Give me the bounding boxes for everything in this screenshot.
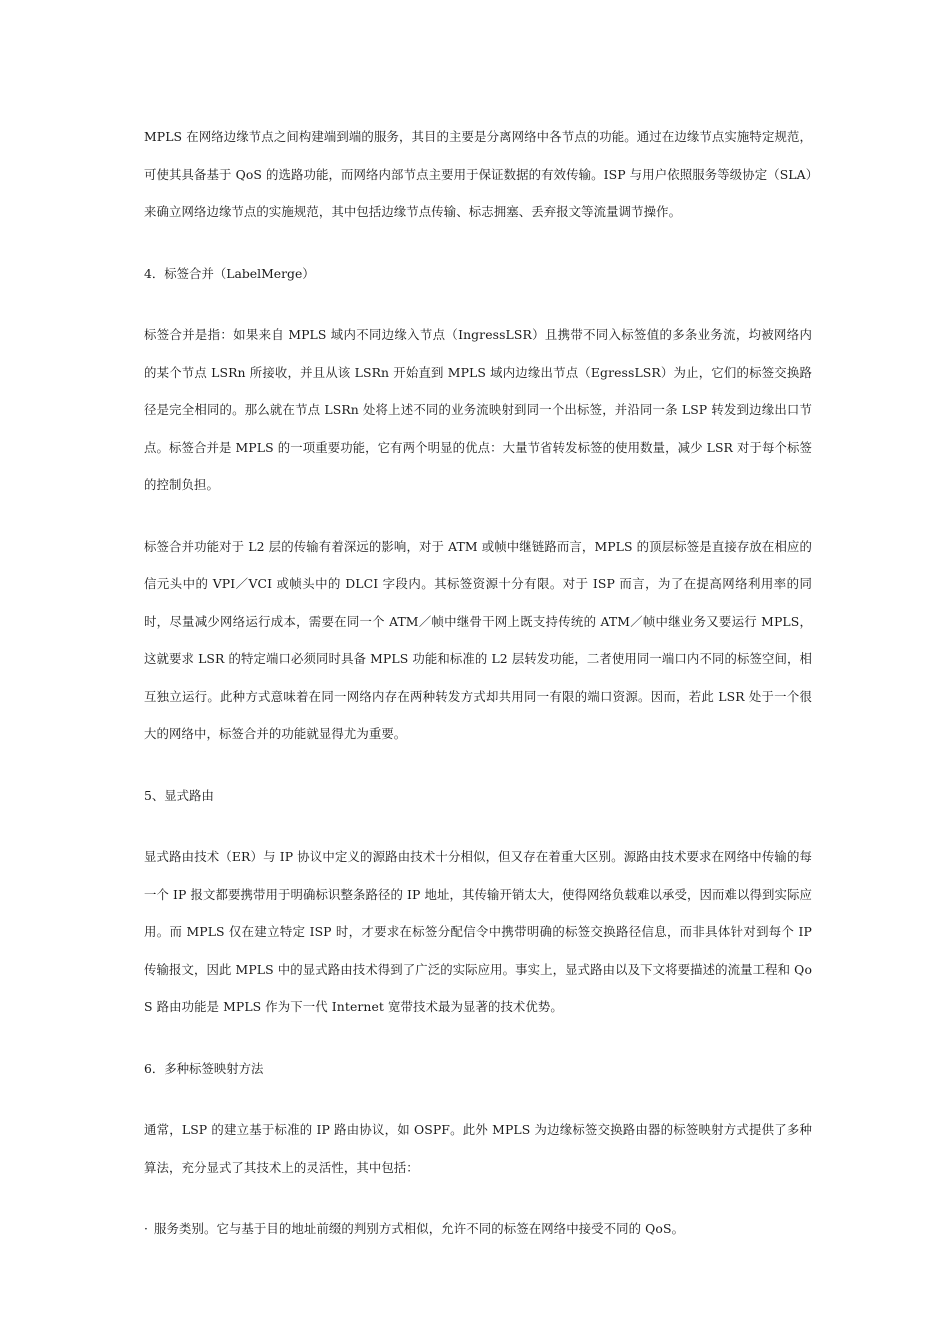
paragraph-label-merge-l2: 标签合并功能对于 L2 层的传输有着深远的影响，对于 ATM 或帧中继链路而言，MPLS 的顶层标签是直接存放在相应的信元头中的 VPI／VCI 或帧头中的 DLCI 字段内。其标签资源十分有限。对于 ISP 而言，为了在提高网络利用率的同时，尽量减少网络运行成本，需要在同一个 ATM／帧中继骨干网上既支持传统的 ATM／帧中继业务又要运行 MPLS，这就要求 LSR 的特定端口必须同时具备 MPLS 功能和标准的 L2 层转发功能，二者使用同一端口内不同的标签空间，相互独立运行。此种方式意味着在同一网络内存在两种转发方式却共用同一有限的端口资源。因而，若此 LSR 处于一个很大的网络中，标签合并的功能就显得尤为重要。 — [144, 538, 812, 741]
paragraph-label-merge-definition: 标签合并是指：如果来自 MPLS 域内不同边缘入节点（IngressLSR）且携带不同入标签值的多条业务流，均被网络内的某个节点 LSRn 所接收，并且从该 LSRn 开始直到 MPLS 域内边缘出节点（EgressLSR）为止，它们的标签交换路径是完全相同的。那么就在节点 LSRn 处将上述不同的业务流映射到同一个出标签，并沿同一条 LSP 转发到边缘出口节点。标签合并是 MPLS 的一项重要功能，它有两个明显的优点：大量节省转发标签的使用数量，减少 LSR 对于每个标签的控制负担。 — [144, 327, 812, 492]
document-body — [144, 118, 812, 1248]
bullet-item-service-class — [144, 1210, 812, 1248]
paragraph-label-mapping: 通常，LSP 的建立基于标准的 IP 路由协议，如 OSPF。此外 MPLS 为边缘标签交换路由器的标签映射方式提供了多种算法，充分显式了其技术上的灵活性，其中包括： — [144, 1122, 812, 1175]
heading-label-mapping: 6．多种标签映射方法 — [144, 1060, 264, 1076]
heading-explicit-routing: 5、显式路由 — [144, 787, 214, 803]
bullet-marker: · — [144, 1221, 149, 1236]
paragraph-explicit-routing: 显式路由技术（ER）与 IP 协议中定义的源路由技术十分相似，但又存在着重大区别。源路由技术要求在网络中传输的每一个 IP 报文都要携带用于明确标识整条路径的 IP 地址，其传输开销太大，使得网络负载难以承受，因而难以得到实际应用。而 MPLS 仅在建立特定 ISP 时，才要求在标签分配信令中携带明确的标签交换路径信息，而非具体针对到每个 IP 传输报文，因此 MPLS 中的显式路由技术得到了广泛的实际应用。事实上，显式路由以及下文将要描述的流量工程和 QoS 路由功能是 MPLS 作为下一代 Internet 宽带技术最为显著的技术优势。 — [144, 849, 812, 1014]
heading-label-merge: 4．标签合并（LabelMerge） — [144, 265, 315, 281]
bullet-text: 服务类别。它与基于目的地址前缀的判别方式相似，允许不同的标签在网络中接受不同的 QoS。 — [154, 1221, 685, 1236]
paragraph-mpls-edge: MPLS 在网络边缘节点之间构建端到端的服务，其目的主要是分离网络中各节点的功能。通过在边缘节点实施特定规范，可使其具备基于 QoS 的选路功能，而网络内部节点主要用于保证数据的有效传输。ISP 与用户依照服务等级协定（SLA）来确立网络边缘节点的实施规范，其中包括边缘节点传输、标志拥塞、丢弃报文等流量调节操作。 — [144, 129, 812, 219]
